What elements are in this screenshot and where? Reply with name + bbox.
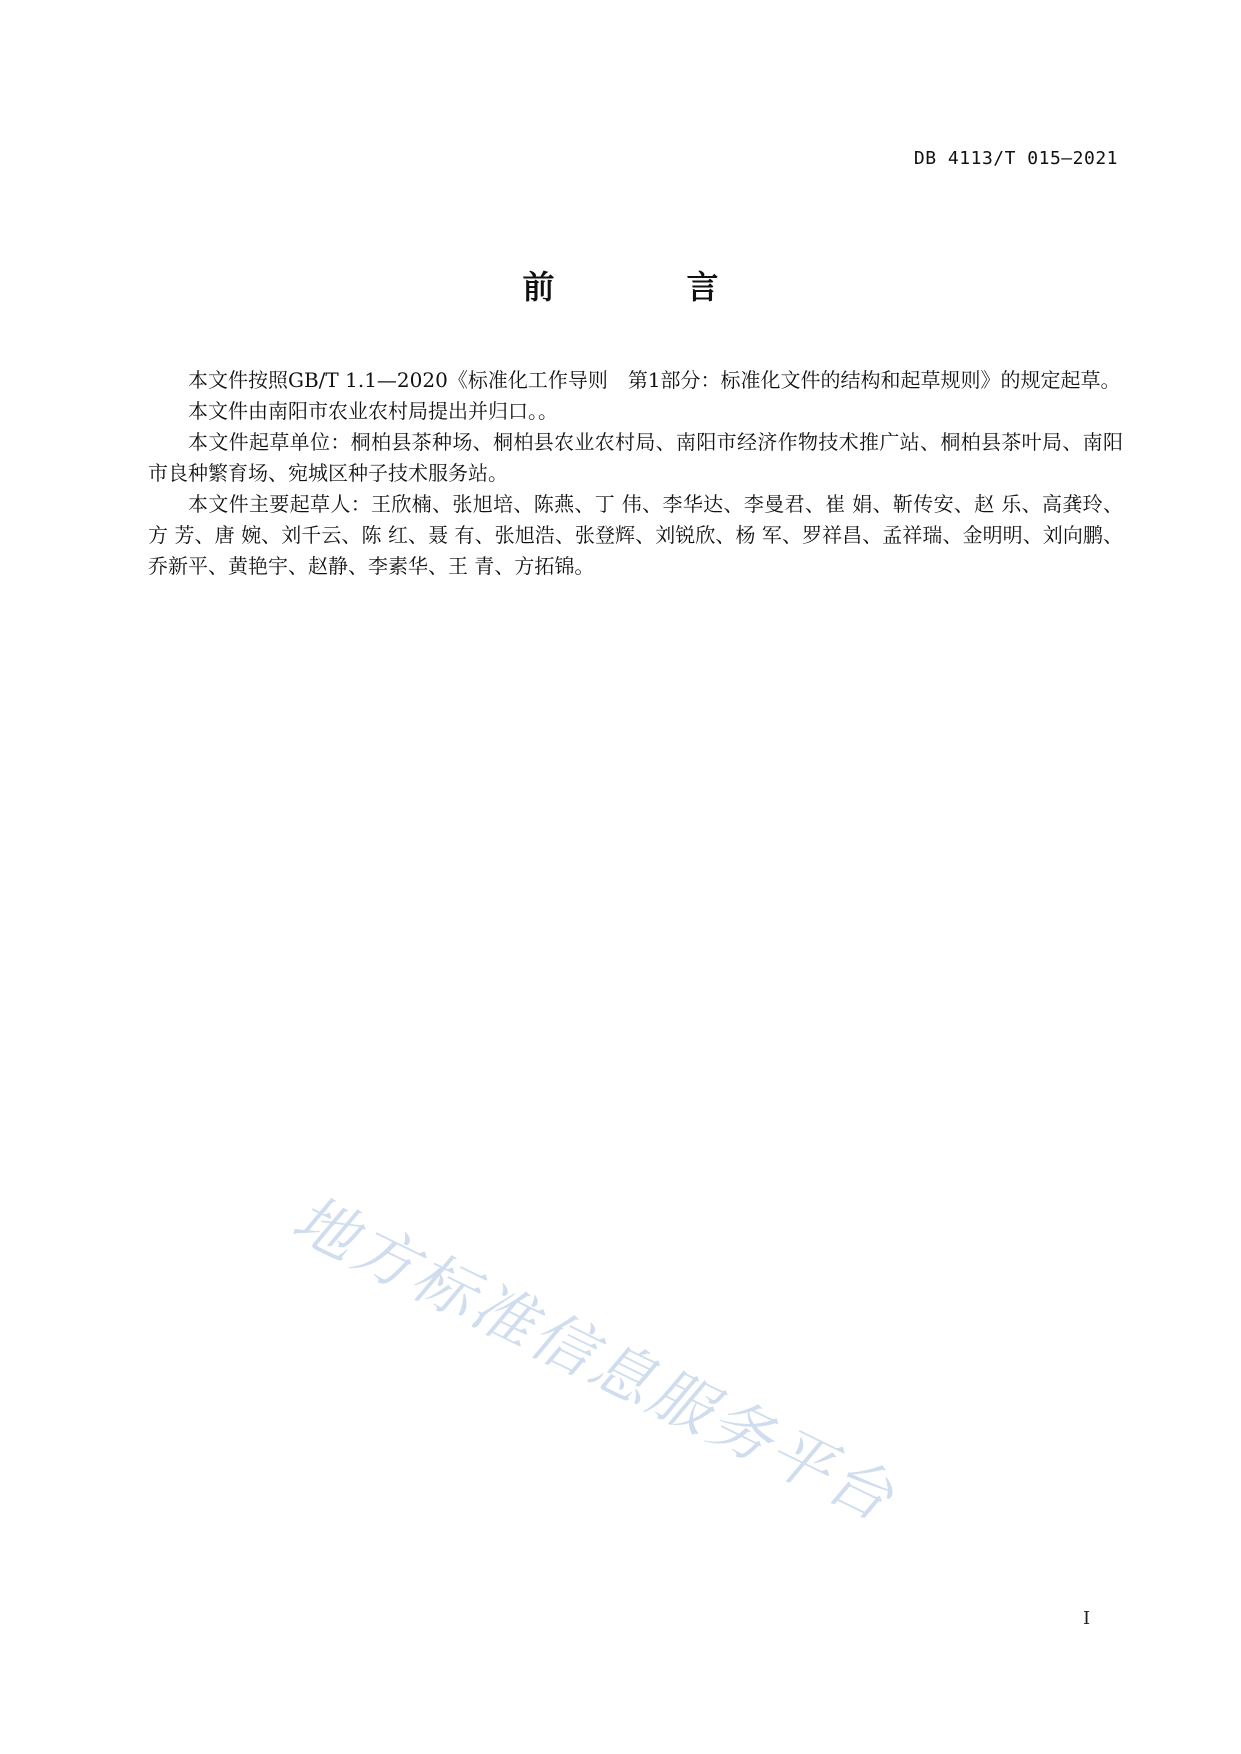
paragraph-drafting-rules: 本文件按照GB/T 1.1—2020《标准化工作导则 第1部分：标准化文件的结构和起草规则》的规定起草。 <box>188 368 1121 392</box>
page-number: I <box>1083 1608 1091 1629</box>
document-code: DB 4113/T 015—2021 <box>913 148 1118 169</box>
paragraph-drafters: 本文件主要起草人：王欣楠、张旭培、陈燕、丁 伟、李华达、李曼君、崔 娟、靳传安、赵 乐、高龚玲、方 芳、唐 婉、刘千云、陈 红、聂 有、张旭浩、张登辉、刘锐欣、杨 军、罗祥昌、孟祥瑞、金明明、刘向鹏、乔新平、黄艳宇、赵静、李素华、王 青、方拓锦。 <box>148 492 1123 578</box>
page-title: 前 言 <box>522 268 769 306</box>
paragraph-proposer: 本文件由南阳市农业农村局提出并归口。。 <box>188 399 558 423</box>
watermark: 地方标准信息服务平台 <box>281 1181 908 1537</box>
paragraph-drafting-units: 本文件起草单位：桐柏县茶种场、桐柏县农业农村局、南阳市经济作物技术推广站、桐柏县茶叶局、南阳市良种繁育场、宛城区种子技术服务站。 <box>148 430 1123 485</box>
foreword-body <box>148 365 1123 582</box>
